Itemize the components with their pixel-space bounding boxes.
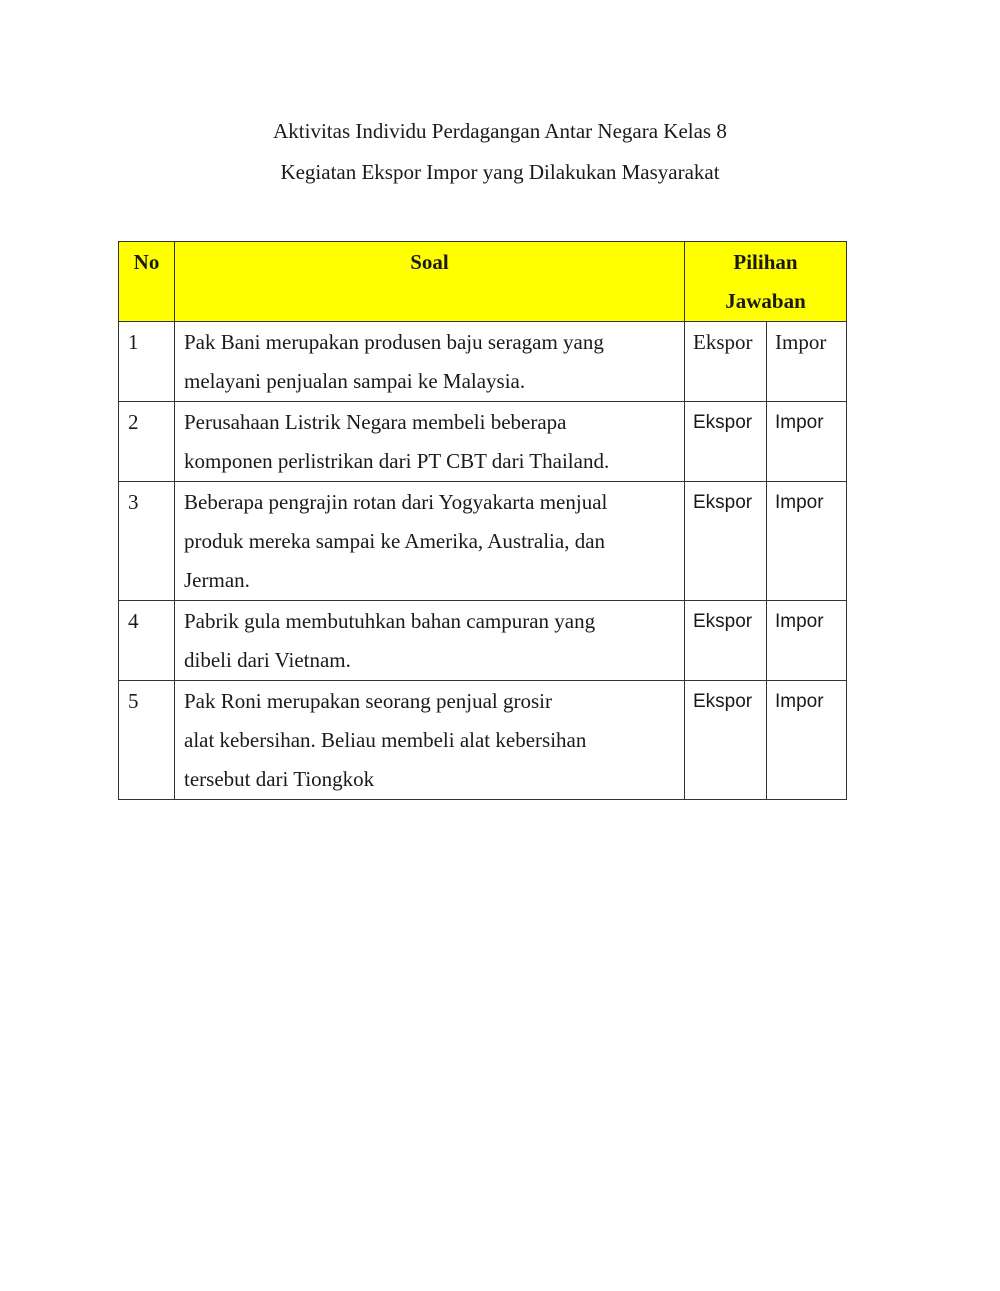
column-header-soal: Soal [175, 242, 685, 322]
answer-option-ekspor[interactable]: Ekspor [685, 482, 767, 601]
row-number: 4 [119, 601, 175, 681]
question-line: tersebut dari Tiongkok [184, 767, 375, 791]
question-line: komponen perlistrikan dari PT CBT dari Thailand. [184, 449, 610, 473]
question-table [118, 241, 847, 800]
question-line: melayani penjualan sampai ke Malaysia. [184, 369, 526, 393]
question-line: Perusahaan Listrik Negara membeli beberapa [184, 410, 567, 434]
question-line: alat kebersihan. Beliau membeli alat kebersihan [184, 728, 587, 752]
table-row [119, 482, 847, 601]
column-header-no: No [119, 242, 175, 322]
question-text [175, 402, 685, 482]
answer-option-ekspor[interactable]: Ekspor [685, 681, 767, 800]
answer-option-impor[interactable]: Impor [767, 681, 847, 800]
question-line: Jerman. [184, 568, 250, 592]
answer-option-impor[interactable]: Impor [767, 322, 847, 402]
question-line: Pabrik gula membutuhkan bahan campuran yang [184, 609, 596, 633]
question-text [175, 681, 685, 800]
column-header-pilihan: Pilihan [733, 250, 798, 274]
answer-option-impor[interactable]: Impor [767, 482, 847, 601]
table-header-row [119, 242, 847, 322]
table-row [119, 681, 847, 800]
answer-option-ekspor[interactable]: Ekspor [685, 402, 767, 482]
question-line: Pak Bani merupakan produsen baju seragam yang [184, 330, 604, 354]
row-number: 1 [119, 322, 175, 402]
column-header-jawaban: Jawaban [725, 289, 806, 313]
question-text [175, 601, 685, 681]
question-text [175, 322, 685, 402]
question-line: Pak Roni merupakan seorang penjual grosir [184, 689, 552, 713]
row-number: 5 [119, 681, 175, 800]
question-line: produk mereka sampai ke Amerika, Australia, dan [184, 529, 606, 553]
question-line: Beberapa pengrajin rotan dari Yogyakarta menjual [184, 490, 608, 514]
row-number: 3 [119, 482, 175, 601]
table-row [119, 601, 847, 681]
table-row [119, 402, 847, 482]
answer-option-ekspor[interactable]: Ekspor [685, 322, 767, 402]
answer-option-impor[interactable]: Impor [767, 601, 847, 681]
page-title: Aktivitas Individu Perdagangan Antar Negara Kelas 8 [273, 119, 727, 143]
page-subtitle: Kegiatan Ekspor Impor yang Dilakukan Masyarakat [280, 160, 720, 184]
row-number: 2 [119, 402, 175, 482]
question-text [175, 482, 685, 601]
table-row [119, 322, 847, 402]
column-header-pilihan-jawaban [685, 242, 847, 322]
answer-option-impor[interactable]: Impor [767, 402, 847, 482]
answer-option-ekspor[interactable]: Ekspor [685, 601, 767, 681]
question-line: dibeli dari Vietnam. [184, 648, 351, 672]
